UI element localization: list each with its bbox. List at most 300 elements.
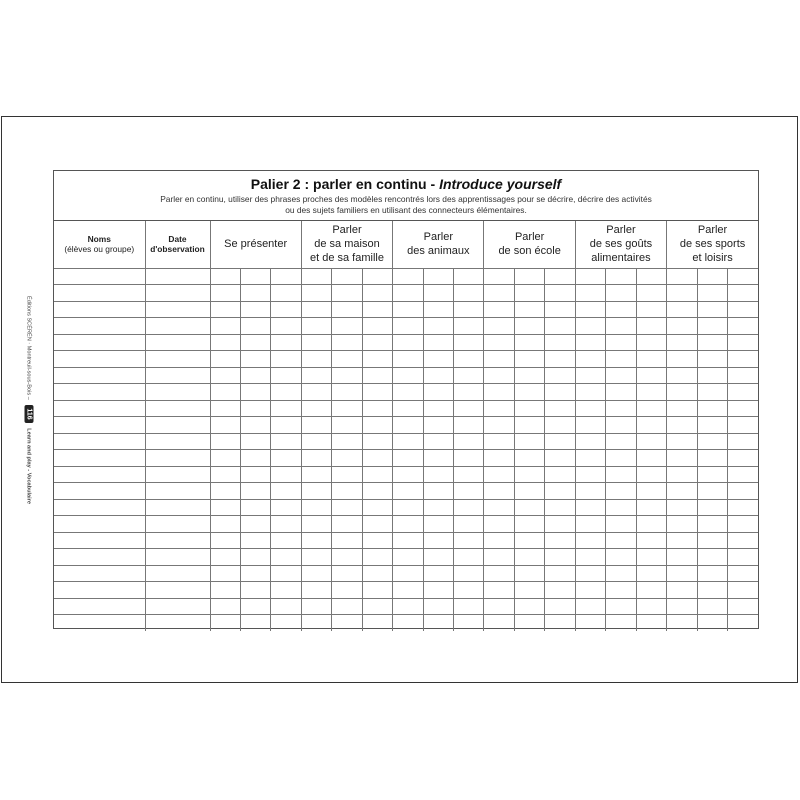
observation-cell[interactable] [514,499,544,516]
observation-cell[interactable] [362,549,392,566]
date-cell[interactable] [145,516,210,533]
observation-cell[interactable] [636,417,666,434]
observation-cell[interactable] [423,268,453,285]
observation-cell[interactable] [636,565,666,582]
observation-cell[interactable] [301,400,331,417]
observation-cell[interactable] [484,466,514,483]
observation-cell[interactable] [423,549,453,566]
observation-cell[interactable] [514,433,544,450]
observation-cell[interactable] [697,367,727,384]
observation-cell[interactable] [636,268,666,285]
observation-cell[interactable] [727,268,758,285]
observation-cell[interactable] [332,285,362,302]
observation-cell[interactable] [636,367,666,384]
observation-cell[interactable] [514,516,544,533]
observation-cell[interactable] [332,268,362,285]
observation-cell[interactable] [545,450,575,467]
observation-cell[interactable] [423,367,453,384]
observation-cell[interactable] [332,384,362,401]
observation-cell[interactable] [667,549,697,566]
observation-cell[interactable] [454,598,484,615]
observation-cell[interactable] [575,499,605,516]
observation-cell[interactable] [484,384,514,401]
name-cell[interactable] [54,466,145,483]
observation-cell[interactable] [606,615,636,632]
observation-cell[interactable] [210,367,240,384]
observation-cell[interactable] [575,268,605,285]
observation-cell[interactable] [301,466,331,483]
observation-cell[interactable] [423,466,453,483]
observation-cell[interactable] [210,301,240,318]
observation-cell[interactable] [423,318,453,335]
observation-cell[interactable] [240,285,270,302]
observation-cell[interactable] [301,351,331,368]
observation-cell[interactable] [606,367,636,384]
observation-cell[interactable] [545,417,575,434]
name-cell[interactable] [54,268,145,285]
observation-cell[interactable] [484,615,514,632]
observation-cell[interactable] [454,499,484,516]
observation-cell[interactable] [454,301,484,318]
observation-cell[interactable] [606,285,636,302]
observation-cell[interactable] [667,285,697,302]
date-cell[interactable] [145,499,210,516]
observation-cell[interactable] [393,450,423,467]
observation-cell[interactable] [484,351,514,368]
observation-cell[interactable] [636,483,666,500]
name-cell[interactable] [54,334,145,351]
observation-cell[interactable] [271,516,301,533]
observation-cell[interactable] [636,433,666,450]
observation-cell[interactable] [454,516,484,533]
observation-cell[interactable] [606,301,636,318]
observation-cell[interactable] [545,516,575,533]
observation-cell[interactable] [667,532,697,549]
observation-cell[interactable] [210,532,240,549]
observation-cell[interactable] [240,367,270,384]
observation-cell[interactable] [606,450,636,467]
observation-cell[interactable] [606,384,636,401]
observation-cell[interactable] [393,384,423,401]
observation-cell[interactable] [362,565,392,582]
observation-cell[interactable] [514,615,544,632]
observation-cell[interactable] [240,598,270,615]
observation-cell[interactable] [667,499,697,516]
observation-cell[interactable] [606,417,636,434]
observation-cell[interactable] [240,400,270,417]
observation-cell[interactable] [301,516,331,533]
observation-cell[interactable] [545,285,575,302]
observation-cell[interactable] [667,334,697,351]
observation-cell[interactable] [301,318,331,335]
observation-cell[interactable] [606,516,636,533]
observation-cell[interactable] [240,483,270,500]
observation-cell[interactable] [423,400,453,417]
observation-cell[interactable] [484,334,514,351]
observation-cell[interactable] [240,516,270,533]
observation-cell[interactable] [393,483,423,500]
observation-cell[interactable] [545,318,575,335]
observation-cell[interactable] [301,483,331,500]
observation-cell[interactable] [393,268,423,285]
observation-cell[interactable] [332,549,362,566]
observation-cell[interactable] [393,318,423,335]
observation-cell[interactable] [636,516,666,533]
observation-cell[interactable] [545,268,575,285]
observation-cell[interactable] [271,615,301,632]
observation-cell[interactable] [636,450,666,467]
observation-cell[interactable] [454,417,484,434]
observation-cell[interactable] [636,499,666,516]
observation-cell[interactable] [636,582,666,599]
observation-cell[interactable] [210,318,240,335]
observation-cell[interactable] [727,384,758,401]
observation-cell[interactable] [271,499,301,516]
observation-cell[interactable] [210,598,240,615]
observation-cell[interactable] [606,268,636,285]
observation-cell[interactable] [393,565,423,582]
observation-cell[interactable] [636,285,666,302]
observation-cell[interactable] [727,417,758,434]
observation-cell[interactable] [271,334,301,351]
observation-cell[interactable] [271,466,301,483]
observation-cell[interactable] [240,417,270,434]
observation-cell[interactable] [606,532,636,549]
observation-cell[interactable] [423,598,453,615]
observation-cell[interactable] [393,532,423,549]
observation-cell[interactable] [727,285,758,302]
observation-cell[interactable] [636,466,666,483]
observation-cell[interactable] [697,400,727,417]
name-cell[interactable] [54,450,145,467]
observation-cell[interactable] [636,351,666,368]
observation-cell[interactable] [271,285,301,302]
observation-cell[interactable] [697,565,727,582]
observation-cell[interactable] [271,549,301,566]
observation-cell[interactable] [697,615,727,632]
observation-cell[interactable] [667,433,697,450]
observation-cell[interactable] [454,483,484,500]
observation-cell[interactable] [454,615,484,632]
observation-cell[interactable] [606,351,636,368]
observation-cell[interactable] [301,499,331,516]
name-cell[interactable] [54,565,145,582]
observation-cell[interactable] [240,532,270,549]
observation-cell[interactable] [484,549,514,566]
observation-cell[interactable] [575,466,605,483]
observation-cell[interactable] [301,433,331,450]
observation-cell[interactable] [667,318,697,335]
observation-cell[interactable] [423,499,453,516]
observation-cell[interactable] [301,301,331,318]
observation-cell[interactable] [362,318,392,335]
observation-cell[interactable] [393,433,423,450]
observation-cell[interactable] [606,582,636,599]
observation-cell[interactable] [423,433,453,450]
observation-cell[interactable] [514,285,544,302]
observation-cell[interactable] [484,318,514,335]
observation-cell[interactable] [636,384,666,401]
observation-cell[interactable] [362,466,392,483]
observation-cell[interactable] [606,318,636,335]
observation-cell[interactable] [575,450,605,467]
observation-cell[interactable] [697,334,727,351]
observation-cell[interactable] [454,318,484,335]
date-cell[interactable] [145,318,210,335]
name-cell[interactable] [54,532,145,549]
observation-cell[interactable] [697,433,727,450]
observation-cell[interactable] [545,582,575,599]
date-cell[interactable] [145,268,210,285]
observation-cell[interactable] [575,565,605,582]
observation-cell[interactable] [575,334,605,351]
observation-cell[interactable] [393,417,423,434]
observation-cell[interactable] [271,318,301,335]
observation-cell[interactable] [514,483,544,500]
observation-cell[interactable] [362,499,392,516]
observation-cell[interactable] [514,351,544,368]
date-cell[interactable] [145,582,210,599]
name-cell[interactable] [54,499,145,516]
observation-cell[interactable] [393,598,423,615]
observation-cell[interactable] [423,450,453,467]
date-cell[interactable] [145,532,210,549]
observation-cell[interactable] [575,400,605,417]
observation-cell[interactable] [697,466,727,483]
observation-cell[interactable] [697,532,727,549]
observation-cell[interactable] [606,549,636,566]
observation-cell[interactable] [423,301,453,318]
observation-cell[interactable] [454,549,484,566]
observation-cell[interactable] [301,532,331,549]
observation-cell[interactable] [575,301,605,318]
observation-cell[interactable] [606,598,636,615]
observation-cell[interactable] [514,318,544,335]
observation-cell[interactable] [545,384,575,401]
observation-cell[interactable] [210,483,240,500]
observation-cell[interactable] [210,582,240,599]
observation-cell[interactable] [362,450,392,467]
observation-cell[interactable] [393,367,423,384]
observation-cell[interactable] [362,285,392,302]
observation-cell[interactable] [545,565,575,582]
observation-cell[interactable] [667,400,697,417]
observation-cell[interactable] [454,433,484,450]
observation-cell[interactable] [575,598,605,615]
observation-cell[interactable] [362,301,392,318]
observation-cell[interactable] [332,499,362,516]
observation-cell[interactable] [423,417,453,434]
observation-cell[interactable] [240,433,270,450]
observation-cell[interactable] [667,582,697,599]
observation-cell[interactable] [271,532,301,549]
observation-cell[interactable] [484,301,514,318]
observation-cell[interactable] [240,384,270,401]
observation-cell[interactable] [240,268,270,285]
observation-cell[interactable] [362,351,392,368]
date-cell[interactable] [145,549,210,566]
name-cell[interactable] [54,615,145,632]
observation-cell[interactable] [575,516,605,533]
observation-cell[interactable] [362,384,392,401]
date-cell[interactable] [145,351,210,368]
observation-cell[interactable] [514,598,544,615]
observation-cell[interactable] [423,565,453,582]
observation-cell[interactable] [271,483,301,500]
date-cell[interactable] [145,433,210,450]
observation-cell[interactable] [454,466,484,483]
observation-cell[interactable] [362,417,392,434]
observation-cell[interactable] [727,516,758,533]
observation-cell[interactable] [636,549,666,566]
observation-cell[interactable] [727,433,758,450]
observation-cell[interactable] [575,367,605,384]
date-cell[interactable] [145,400,210,417]
observation-cell[interactable] [301,565,331,582]
observation-cell[interactable] [240,549,270,566]
observation-cell[interactable] [636,301,666,318]
observation-cell[interactable] [606,565,636,582]
observation-cell[interactable] [575,285,605,302]
date-cell[interactable] [145,615,210,632]
observation-cell[interactable] [301,450,331,467]
observation-cell[interactable] [575,384,605,401]
observation-cell[interactable] [393,351,423,368]
date-cell[interactable] [145,565,210,582]
observation-cell[interactable] [484,598,514,615]
observation-cell[interactable] [545,334,575,351]
observation-cell[interactable] [697,549,727,566]
observation-cell[interactable] [606,466,636,483]
observation-cell[interactable] [727,301,758,318]
observation-cell[interactable] [393,499,423,516]
observation-cell[interactable] [423,582,453,599]
observation-cell[interactable] [575,318,605,335]
observation-cell[interactable] [362,516,392,533]
observation-cell[interactable] [697,582,727,599]
observation-cell[interactable] [240,450,270,467]
observation-cell[interactable] [697,384,727,401]
observation-cell[interactable] [697,516,727,533]
observation-cell[interactable] [210,615,240,632]
observation-cell[interactable] [210,549,240,566]
observation-cell[interactable] [210,565,240,582]
observation-cell[interactable] [727,565,758,582]
observation-cell[interactable] [271,565,301,582]
observation-cell[interactable] [575,483,605,500]
observation-cell[interactable] [667,268,697,285]
observation-cell[interactable] [362,598,392,615]
observation-cell[interactable] [301,598,331,615]
observation-cell[interactable] [332,318,362,335]
observation-cell[interactable] [423,532,453,549]
observation-cell[interactable] [727,450,758,467]
name-cell[interactable] [54,582,145,599]
observation-cell[interactable] [667,483,697,500]
observation-cell[interactable] [393,301,423,318]
date-cell[interactable] [145,285,210,302]
observation-cell[interactable] [393,334,423,351]
observation-cell[interactable] [332,483,362,500]
name-cell[interactable] [54,598,145,615]
observation-cell[interactable] [423,615,453,632]
observation-cell[interactable] [484,499,514,516]
observation-cell[interactable] [727,483,758,500]
observation-cell[interactable] [332,301,362,318]
observation-cell[interactable] [697,351,727,368]
observation-cell[interactable] [210,384,240,401]
observation-cell[interactable] [362,615,392,632]
observation-cell[interactable] [271,417,301,434]
date-cell[interactable] [145,417,210,434]
name-cell[interactable] [54,433,145,450]
name-cell[interactable] [54,285,145,302]
date-cell[interactable] [145,598,210,615]
observation-cell[interactable] [332,565,362,582]
observation-cell[interactable] [575,582,605,599]
observation-cell[interactable] [636,598,666,615]
name-cell[interactable] [54,516,145,533]
observation-cell[interactable] [545,499,575,516]
observation-cell[interactable] [727,532,758,549]
observation-cell[interactable] [484,268,514,285]
observation-cell[interactable] [454,565,484,582]
observation-cell[interactable] [271,268,301,285]
observation-cell[interactable] [301,582,331,599]
observation-cell[interactable] [271,598,301,615]
observation-cell[interactable] [606,483,636,500]
observation-cell[interactable] [332,582,362,599]
observation-cell[interactable] [514,565,544,582]
observation-cell[interactable] [636,532,666,549]
observation-cell[interactable] [697,499,727,516]
observation-cell[interactable] [484,483,514,500]
observation-cell[interactable] [240,466,270,483]
observation-cell[interactable] [514,268,544,285]
observation-cell[interactable] [697,318,727,335]
date-cell[interactable] [145,483,210,500]
observation-cell[interactable] [667,367,697,384]
observation-cell[interactable] [454,351,484,368]
observation-cell[interactable] [484,285,514,302]
observation-cell[interactable] [454,367,484,384]
observation-cell[interactable] [514,549,544,566]
observation-cell[interactable] [210,466,240,483]
observation-cell[interactable] [240,615,270,632]
observation-cell[interactable] [423,351,453,368]
observation-cell[interactable] [545,400,575,417]
observation-cell[interactable] [362,483,392,500]
observation-cell[interactable] [697,417,727,434]
name-cell[interactable] [54,301,145,318]
observation-cell[interactable] [454,384,484,401]
observation-cell[interactable] [697,450,727,467]
observation-cell[interactable] [454,285,484,302]
date-cell[interactable] [145,450,210,467]
observation-cell[interactable] [393,549,423,566]
observation-cell[interactable] [454,334,484,351]
date-cell[interactable] [145,301,210,318]
observation-cell[interactable] [454,450,484,467]
observation-cell[interactable] [362,433,392,450]
observation-cell[interactable] [271,400,301,417]
observation-cell[interactable] [271,367,301,384]
observation-cell[interactable] [332,532,362,549]
observation-cell[interactable] [332,598,362,615]
observation-cell[interactable] [240,499,270,516]
observation-cell[interactable] [301,367,331,384]
observation-cell[interactable] [667,516,697,533]
